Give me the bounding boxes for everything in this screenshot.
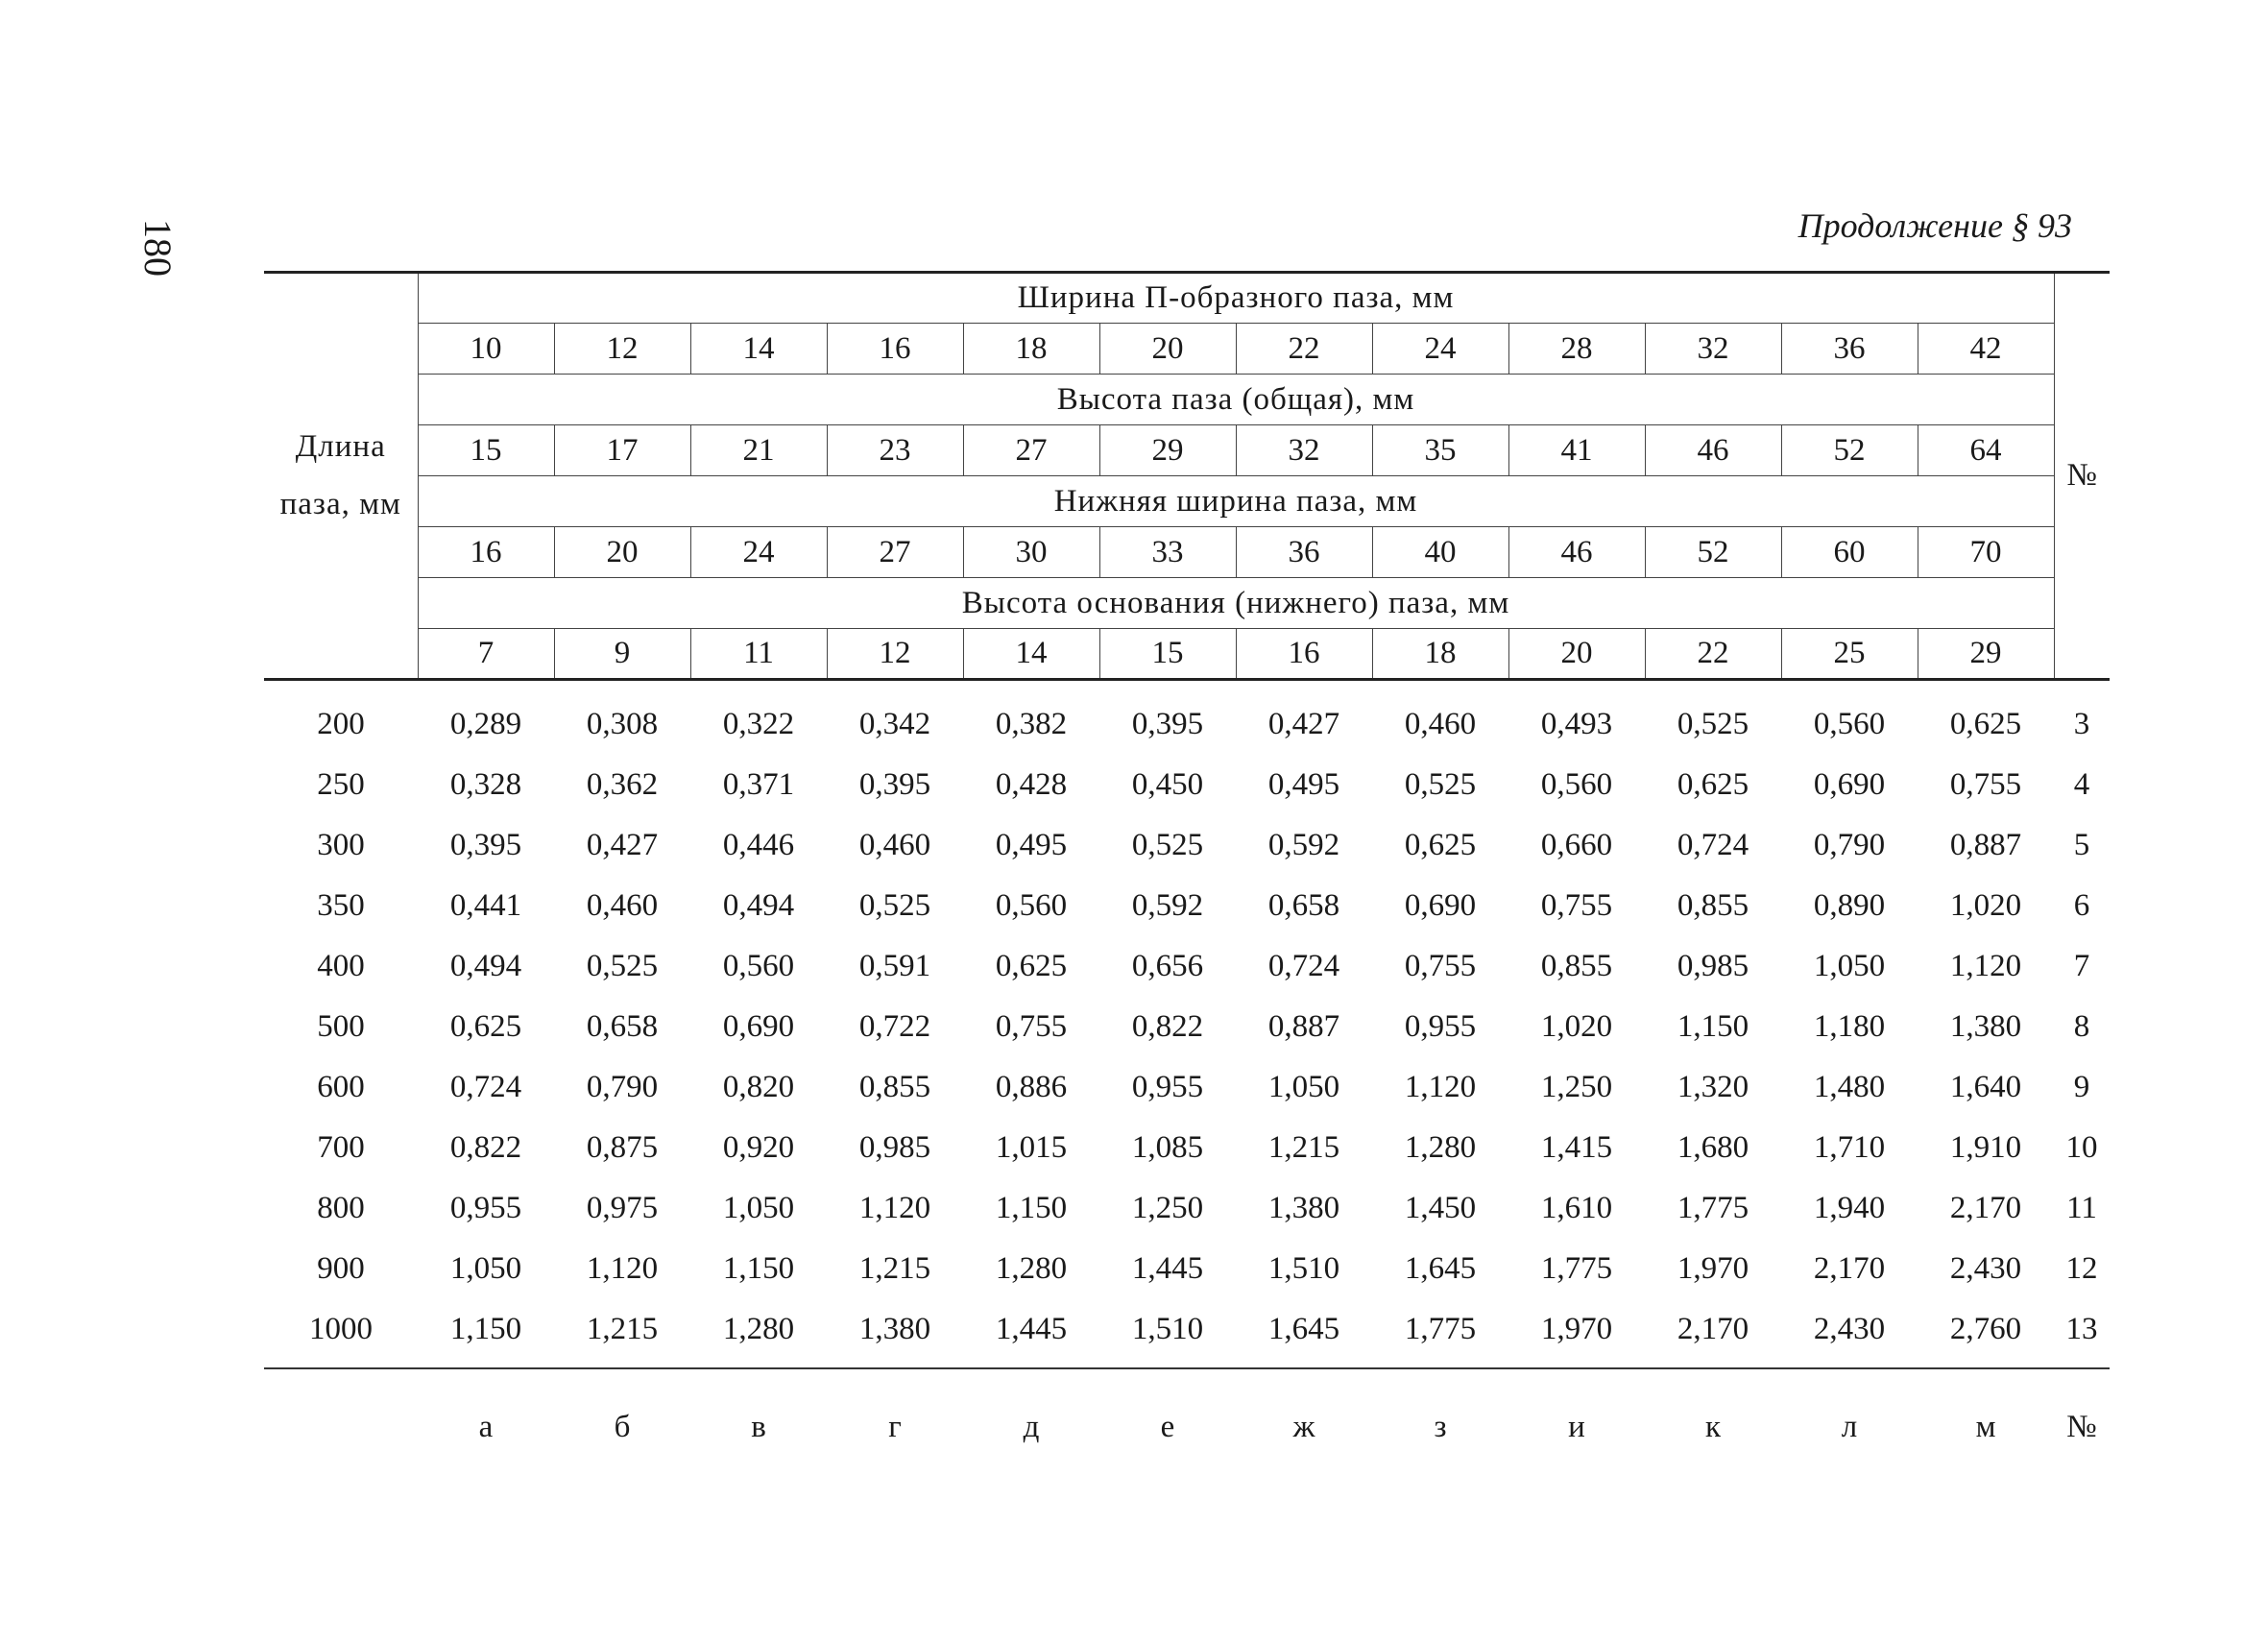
header-value-cell: 22	[1645, 629, 1781, 680]
header-value-cell: 25	[1781, 629, 1918, 680]
value-cell: 1,380	[1949, 1009, 2022, 1044]
value-cell: 0,395	[449, 828, 522, 862]
value-cell: 0,724	[449, 1070, 522, 1104]
value-cell: 1,910	[1949, 1130, 2022, 1165]
continuation-label: Продолжение § 93	[1798, 206, 2072, 245]
row-number-cell: 8	[2073, 1009, 2090, 1044]
value-cell: 0,955	[1404, 1009, 1477, 1044]
header-group-title: Нижняя ширина паза, мм	[418, 476, 2054, 527]
header-value-cell: 40	[1372, 527, 1508, 578]
column-letter: г	[888, 1409, 902, 1444]
value-cell: 0,342	[858, 707, 931, 741]
value-cell: 0,395	[1131, 707, 1204, 741]
page-number: 180	[136, 219, 180, 277]
length-header: Длина паза, мм	[264, 273, 418, 680]
value-cell: 1,020	[1949, 888, 2022, 923]
table-row	[264, 1239, 2110, 1299]
value-cell: 1,250	[1131, 1191, 1204, 1225]
value-cell: 0,495	[1267, 767, 1340, 802]
value-cell: 1,150	[722, 1251, 795, 1286]
header-value-cell: 30	[963, 527, 1099, 578]
value-cell: 0,441	[449, 888, 522, 923]
value-cell: 1,510	[1267, 1251, 1340, 1286]
length-cell: 300	[317, 828, 365, 862]
value-cell: 0,525	[1404, 767, 1477, 802]
table-row	[264, 1178, 2110, 1239]
header-values-row	[264, 629, 2110, 680]
column-letter: к	[1704, 1409, 1722, 1444]
value-cell: 0,428	[995, 767, 1068, 802]
header-value-cell: 52	[1781, 425, 1918, 476]
value-cell: 1,645	[1236, 1299, 1372, 1368]
value-cell: 1,215	[858, 1251, 931, 1286]
value-cell: 0,690	[1404, 888, 1477, 923]
value-cell: 0,920	[722, 1130, 795, 1165]
value-cell: 1,050	[1813, 949, 1886, 983]
value-cell: 0,493	[1540, 707, 1613, 741]
length-cell: 500	[317, 1009, 365, 1044]
value-cell: 0,875	[586, 1130, 659, 1165]
row-number-cell: 7	[2073, 949, 2090, 983]
value-cell: 0,855	[1540, 949, 1613, 983]
value-cell: 0,427	[1267, 707, 1340, 741]
row-number-cell: 11	[2066, 1191, 2097, 1225]
length-cell: 800	[317, 1191, 365, 1225]
value-cell: 0,525	[1131, 828, 1204, 862]
value-cell: 1,180	[1813, 1009, 1886, 1044]
value-cell: 0,625	[449, 1009, 522, 1044]
value-cell: 1,445	[963, 1299, 1099, 1368]
value-cell: 0,494	[449, 949, 522, 983]
header-value-cell: 15	[418, 425, 554, 476]
value-cell: 0,790	[586, 1070, 659, 1104]
column-letter: в	[751, 1409, 766, 1444]
value-cell: 0,591	[858, 949, 931, 983]
value-cell: 0,525	[1677, 707, 1749, 741]
header-value-cell: 21	[690, 425, 827, 476]
value-cell: 0,592	[1267, 828, 1340, 862]
value-cell: 2,170	[1949, 1191, 2022, 1225]
value-cell: 0,690	[722, 1009, 795, 1044]
value-cell: 1,120	[1404, 1070, 1477, 1104]
header-value-cell: 14	[690, 324, 827, 375]
header-value-cell: 7	[418, 629, 554, 680]
column-letters-empty	[264, 1368, 418, 1469]
value-cell: 1,150	[995, 1191, 1068, 1225]
number-header: №	[2054, 273, 2110, 680]
value-cell: 0,724	[1677, 828, 1749, 862]
table-row	[264, 876, 2110, 936]
length-cell: 200	[317, 707, 365, 741]
header-value-cell: 41	[1508, 425, 1645, 476]
value-cell: 0,525	[858, 888, 931, 923]
row-number-cell: 12	[2065, 1251, 2098, 1286]
value-cell: 0,822	[1131, 1009, 1204, 1044]
value-cell: 1,015	[995, 1130, 1068, 1165]
header-values-row	[264, 527, 2110, 578]
value-cell: 1,970	[1677, 1251, 1749, 1286]
value-cell: 0,887	[1267, 1009, 1340, 1044]
value-cell: 1,050	[722, 1191, 795, 1225]
column-letter: з	[1434, 1409, 1447, 1444]
length-cell: 700	[317, 1130, 365, 1165]
header-value-cell: 24	[690, 527, 827, 578]
table-row	[264, 1118, 2110, 1178]
value-cell: 1,085	[1131, 1130, 1204, 1165]
value-cell: 1,640	[1949, 1070, 2022, 1104]
header-value-cell: 46	[1645, 425, 1781, 476]
column-letters-number: №	[2066, 1409, 2097, 1444]
value-cell: 0,690	[1813, 767, 1886, 802]
value-cell: 1,680	[1677, 1130, 1749, 1165]
value-cell: 0,755	[1949, 767, 2022, 802]
column-letter: м	[1975, 1409, 1996, 1444]
value-cell: 0,371	[722, 767, 795, 802]
header-value-cell: 24	[1372, 324, 1508, 375]
value-cell: 0,955	[449, 1191, 522, 1225]
value-cell: 0,658	[1267, 888, 1340, 923]
length-cell: 250	[317, 767, 365, 802]
value-cell: 2,170	[1813, 1251, 1886, 1286]
value-cell: 0,446	[722, 828, 795, 862]
header-value-cell: 33	[1099, 527, 1236, 578]
value-cell: 1,510	[1099, 1299, 1236, 1368]
value-cell: 0,790	[1813, 828, 1886, 862]
column-letter: д	[1023, 1409, 1040, 1444]
value-cell: 1,020	[1540, 1009, 1613, 1044]
value-cell: 0,322	[722, 707, 795, 741]
column-letter: а	[478, 1409, 494, 1444]
value-cell: 0,427	[586, 828, 659, 862]
row-number-cell: 9	[2073, 1070, 2090, 1104]
length-cell: 400	[317, 949, 365, 983]
column-letter: и	[1568, 1409, 1585, 1444]
row-number-cell: 13	[2054, 1299, 2110, 1368]
header-value-cell: 52	[1645, 527, 1781, 578]
header-value-cell: 20	[554, 527, 690, 578]
slot-table	[264, 271, 2110, 1469]
value-cell: 1,445	[1131, 1251, 1204, 1286]
value-cell: 0,525	[586, 949, 659, 983]
value-cell: 0,328	[449, 767, 522, 802]
header-value-cell: 15	[1099, 629, 1236, 680]
value-cell: 2,430	[1949, 1251, 2022, 1286]
header-value-cell: 17	[554, 425, 690, 476]
value-cell: 0,985	[1677, 949, 1749, 983]
row-number-cell: 10	[2065, 1130, 2098, 1165]
header-value-cell: 28	[1508, 324, 1645, 375]
length-cell: 600	[317, 1070, 365, 1104]
table-row	[264, 815, 2110, 876]
header-value-cell: 46	[1508, 527, 1645, 578]
value-cell: 0,560	[1540, 767, 1613, 802]
value-cell: 1,050	[1267, 1070, 1340, 1104]
value-cell: 1,940	[1813, 1191, 1886, 1225]
value-cell: 0,656	[1131, 949, 1204, 983]
table-row	[264, 1057, 2110, 1118]
value-cell: 1,380	[1267, 1191, 1340, 1225]
header-values-row	[264, 324, 2110, 375]
header-value-cell: 12	[827, 629, 963, 680]
value-cell: 0,625	[1677, 767, 1749, 802]
value-cell: 1,050	[449, 1251, 522, 1286]
row-number-cell: 4	[2073, 767, 2090, 802]
header-value-cell: 29	[1918, 629, 2054, 680]
value-cell: 0,495	[995, 828, 1068, 862]
value-cell: 1,710	[1813, 1130, 1886, 1165]
header-value-cell: 60	[1781, 527, 1918, 578]
value-cell: 0,560	[1813, 707, 1886, 741]
value-cell: 1,775	[1372, 1299, 1508, 1368]
header-value-cell: 16	[418, 527, 554, 578]
header-value-cell: 35	[1372, 425, 1508, 476]
column-letter: б	[614, 1409, 631, 1444]
value-cell: 1,280	[690, 1299, 827, 1368]
table-row	[264, 936, 2110, 997]
value-cell: 1,380	[827, 1299, 963, 1368]
value-cell: 0,494	[722, 888, 795, 923]
table-row	[264, 680, 2110, 756]
row-number-cell: 3	[2073, 707, 2090, 741]
header-group-title-row	[264, 273, 2110, 324]
value-cell: 1,150	[418, 1299, 554, 1368]
header-value-cell: 16	[827, 324, 963, 375]
value-cell: 1,610	[1540, 1191, 1613, 1225]
header-value-cell: 64	[1918, 425, 2054, 476]
value-cell: 0,660	[1540, 828, 1613, 862]
length-cell: 350	[317, 888, 365, 923]
header-value-cell: 29	[1099, 425, 1236, 476]
value-cell: 1,280	[1404, 1130, 1477, 1165]
length-cell: 1000	[264, 1299, 418, 1368]
header-value-cell: 70	[1918, 527, 2054, 578]
value-cell: 1,120	[586, 1251, 659, 1286]
column-letter: ж	[1292, 1409, 1315, 1444]
header-value-cell: 23	[827, 425, 963, 476]
header-group-title: Высота основания (нижнего) паза, мм	[418, 578, 2054, 629]
row-number-cell: 5	[2073, 828, 2090, 862]
value-cell: 0,820	[722, 1070, 795, 1104]
value-cell: 0,308	[586, 707, 659, 741]
value-cell: 0,985	[858, 1130, 931, 1165]
value-cell: 1,775	[1677, 1191, 1749, 1225]
value-cell: 0,887	[1949, 828, 2022, 862]
value-cell: 2,170	[1645, 1299, 1781, 1368]
header-value-cell: 32	[1236, 425, 1372, 476]
header-group-title-row	[264, 476, 2110, 527]
length-cell: 900	[317, 1251, 365, 1286]
header-value-cell: 10	[418, 324, 554, 375]
value-cell: 0,460	[1404, 707, 1477, 741]
header-value-cell: 27	[827, 527, 963, 578]
column-letter: е	[1160, 1409, 1175, 1444]
value-cell: 1,450	[1404, 1191, 1477, 1225]
value-cell: 0,460	[586, 888, 659, 923]
header-value-cell: 22	[1236, 324, 1372, 375]
header-value-cell: 36	[1781, 324, 1918, 375]
value-cell: 0,855	[1677, 888, 1749, 923]
header-value-cell: 27	[963, 425, 1099, 476]
value-cell: 0,722	[858, 1009, 931, 1044]
value-cell: 0,855	[858, 1070, 931, 1104]
value-cell: 1,120	[858, 1191, 931, 1225]
value-cell: 2,430	[1781, 1299, 1918, 1368]
header-value-cell: 12	[554, 324, 690, 375]
column-letters-row	[264, 1368, 2110, 1469]
value-cell: 0,625	[1949, 707, 2022, 741]
header-value-cell: 20	[1099, 324, 1236, 375]
value-cell: 1,645	[1404, 1251, 1477, 1286]
value-cell: 0,658	[586, 1009, 659, 1044]
value-cell: 0,625	[995, 949, 1068, 983]
value-cell: 0,450	[1131, 767, 1204, 802]
header-value-cell: 18	[963, 324, 1099, 375]
header-group-title-row	[264, 375, 2110, 425]
value-cell: 2,760	[1918, 1299, 2054, 1368]
value-cell: 0,395	[858, 767, 931, 802]
value-cell: 0,460	[858, 828, 931, 862]
value-cell: 0,724	[1267, 949, 1340, 983]
header-value-cell: 36	[1236, 527, 1372, 578]
header-value-cell: 42	[1918, 324, 2054, 375]
table-row	[264, 1299, 2110, 1368]
header-values-row	[264, 425, 2110, 476]
header-value-cell: 9	[554, 629, 690, 680]
table-row	[264, 997, 2110, 1057]
value-cell: 1,415	[1540, 1130, 1613, 1165]
value-cell: 0,625	[1404, 828, 1477, 862]
header-value-cell: 16	[1236, 629, 1372, 680]
value-cell: 0,890	[1813, 888, 1886, 923]
value-cell: 0,560	[995, 888, 1068, 923]
value-cell: 0,362	[586, 767, 659, 802]
header-group-title: Высота паза (общая), мм	[418, 375, 2054, 425]
value-cell: 1,250	[1540, 1070, 1613, 1104]
header-value-cell: 11	[690, 629, 827, 680]
value-cell: 0,560	[722, 949, 795, 983]
value-cell: 0,886	[995, 1070, 1068, 1104]
header-value-cell: 32	[1645, 324, 1781, 375]
value-cell: 0,382	[995, 707, 1068, 741]
value-cell: 0,755	[1540, 888, 1613, 923]
value-cell: 0,289	[449, 707, 522, 741]
value-cell: 1,150	[1677, 1009, 1749, 1044]
slot-table-container	[264, 271, 2110, 1469]
value-cell: 1,120	[1949, 949, 2022, 983]
header-value-cell: 20	[1508, 629, 1645, 680]
value-cell: 0,755	[995, 1009, 1068, 1044]
header-value-cell: 18	[1372, 629, 1508, 680]
value-cell: 1,280	[995, 1251, 1068, 1286]
value-cell: 1,775	[1540, 1251, 1613, 1286]
column-letter: л	[1841, 1409, 1858, 1444]
value-cell: 1,215	[554, 1299, 690, 1368]
header-group-title: Ширина П-образного паза, мм	[418, 273, 2054, 324]
row-number-cell: 6	[2073, 888, 2090, 923]
value-cell: 0,955	[1131, 1070, 1204, 1104]
header-group-title-row	[264, 578, 2110, 629]
value-cell: 0,975	[586, 1191, 659, 1225]
value-cell: 0,755	[1404, 949, 1477, 983]
header-value-cell: 14	[963, 629, 1099, 680]
value-cell: 1,480	[1813, 1070, 1886, 1104]
value-cell: 0,822	[449, 1130, 522, 1165]
value-cell: 1,970	[1508, 1299, 1645, 1368]
value-cell: 1,320	[1677, 1070, 1749, 1104]
value-cell: 0,592	[1131, 888, 1204, 923]
value-cell: 1,215	[1267, 1130, 1340, 1165]
table-row	[264, 755, 2110, 815]
